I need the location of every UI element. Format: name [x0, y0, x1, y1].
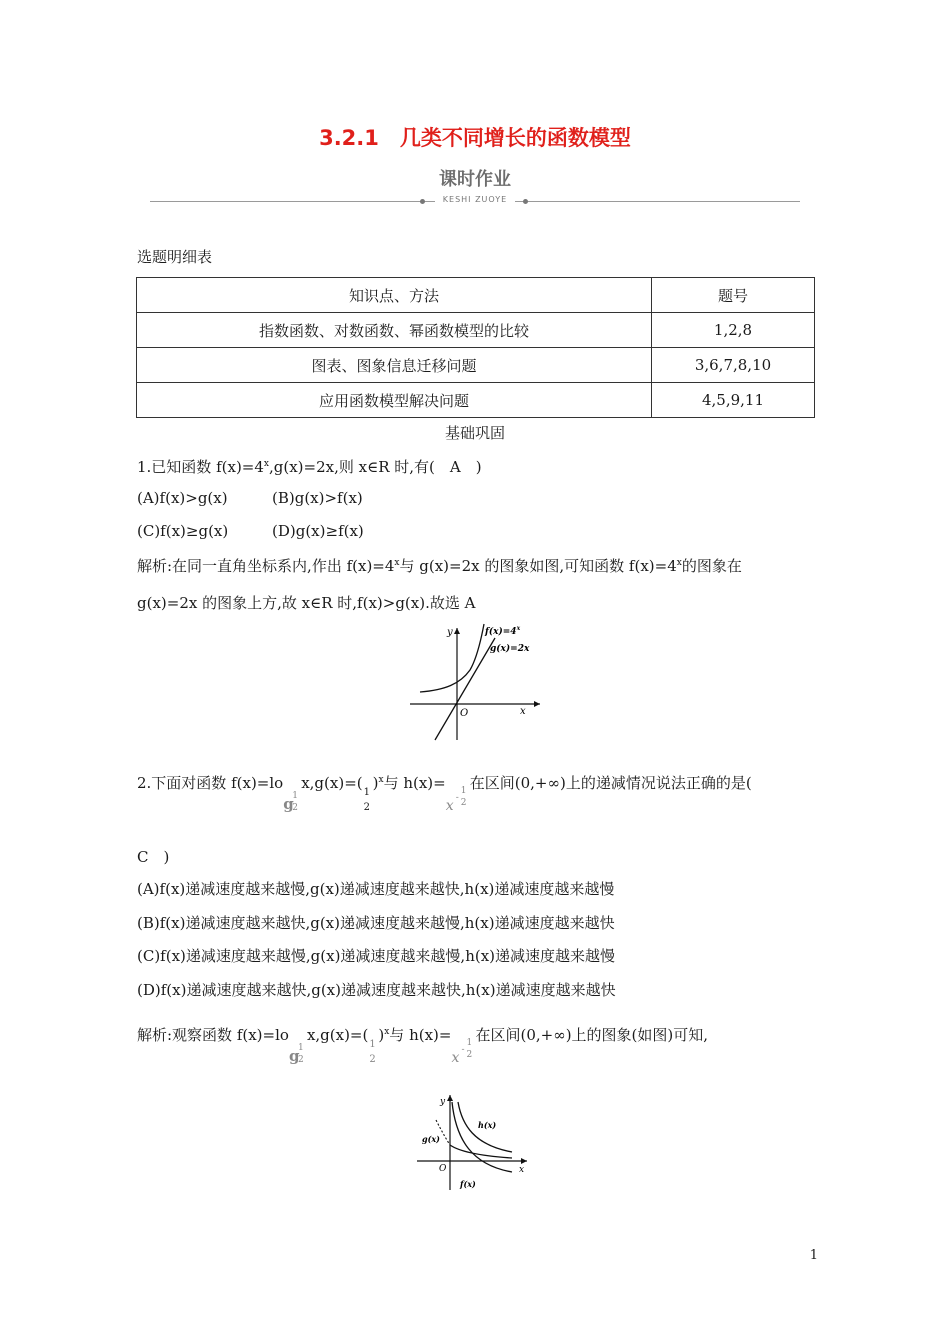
table-cell: 3,6,7,8,10 — [652, 348, 815, 383]
figure-2-graph — [412, 1090, 532, 1195]
q2-option-c: (C)f(x)递减速度越来越慢,g(x)递减速度越来越慢,h(x)递减速度越来越慢 — [137, 947, 616, 965]
fig2-h-label: h(x) — [478, 1120, 497, 1130]
curve-g — [450, 1145, 512, 1158]
y-axis-arrow — [454, 628, 460, 634]
table-row — [137, 313, 815, 348]
q1-option-a: (A)f(x)>g(x) — [137, 489, 228, 507]
detail-table — [136, 277, 815, 418]
page-number: 1 — [809, 1248, 818, 1263]
fig1-origin-label: O — [460, 708, 469, 719]
q2-option-b: (B)f(x)递减速度越来越快,g(x)递减速度越来越慢,h(x)递减速度越来越快 — [137, 914, 615, 932]
q1-analysis-line-2: g(x)=2x 的图象上方,故 x∈R 时,f(x)>g(x).故选 A — [137, 594, 476, 612]
q1-analysis-line-1 — [137, 555, 742, 576]
question-1-stem — [137, 456, 482, 477]
q1-analysis-part: 与 g(x)=2x 的图象如图,可知函数 f(x)=4 — [399, 557, 677, 575]
q1-analysis-part: 的图象在 — [681, 557, 742, 575]
q2-stem-part: x,g(x)=( — [301, 774, 363, 792]
q2-stem-part: 在区间(0,+∞)上的递减情况说法正确的是( — [469, 774, 752, 792]
table-header-cell: 知识点、方法 — [137, 278, 652, 313]
q2-exponent: x — [378, 775, 384, 785]
q2-answer: C ) — [137, 848, 170, 866]
section-heading: 基础巩固 — [444, 424, 505, 442]
fig2-x-label: x — [519, 1165, 525, 1175]
q2-option-a: (A)f(x)递减速度越来越慢,g(x)递减速度越来越快,h(x)递减速度越来越慢 — [137, 880, 615, 898]
q1-analysis-part: 解析:在同一直角坐标系内,作出 f(x)=4 — [137, 557, 395, 575]
q1-exponent: x — [394, 558, 400, 568]
q1-exponent: x — [263, 459, 269, 469]
figure-1-graph — [405, 620, 545, 742]
table-header-row — [137, 278, 815, 313]
x-axis-arrow — [521, 1158, 527, 1164]
x-axis-arrow — [534, 701, 540, 707]
q2-exponent: x — [384, 1027, 390, 1037]
q2-analysis-part: 解析:观察函数 f(x)=lo — [137, 1026, 289, 1044]
section-subtitle: 课时作业 — [439, 169, 511, 190]
q2-analysis-part: ) — [378, 1026, 385, 1044]
fig1-y-label: y — [447, 627, 453, 638]
line-g-linear — [435, 638, 495, 740]
q1-option-c: (C)f(x)≥g(x) — [137, 522, 229, 540]
table-cell: 1,2,8 — [652, 313, 815, 348]
fig1-g-label: g(x)=2x — [490, 644, 530, 654]
q1-option-b: (B)g(x)>f(x) — [272, 489, 363, 507]
question-2-stem: 2.下面对函数 f(x)=lo g 1 2 x,g(x)=( 1 2 )$^x$与 h(x)= x - 1 2 在区间(0,+∞)上的递减情况说法正确的是( — [137, 774, 752, 814]
fig2-y-label: y — [440, 1097, 446, 1107]
q1-stem-part: ,g(x)=2x,则 x∈R 时,有( A ) — [269, 458, 482, 476]
q2-stem-part: ) — [372, 774, 379, 792]
fig1-x-label: x — [520, 706, 526, 717]
subtitle-english: KESHI ZUOYE — [0, 195, 950, 204]
q2-analysis-part: 在区间(0,+∞)上的图象(如图)可知, — [475, 1026, 709, 1044]
q2-stem-part: 2.下面对函数 f(x)=lo — [137, 774, 284, 792]
fig2-g-label: g(x) — [422, 1134, 440, 1144]
table-header-cell: 题号 — [652, 278, 815, 313]
table-row — [137, 348, 815, 383]
q2-option-d: (D)f(x)递减速度越来越快,g(x)递减速度越来越快,h(x)递减速度越来越快 — [137, 981, 616, 999]
table-caption: 选题明细表 — [137, 248, 213, 266]
q2-analysis: 解析:观察函数 f(x)=lo g 1 2 x,g(x)=( 1 2 )$^x$与 h(x)= x - 1 2 在区间(0,+∞)上的图象(如图)可知, — [137, 1026, 709, 1066]
table-row — [137, 383, 815, 418]
table-cell: 指数函数、对数函数、幂函数模型的比较 — [137, 313, 652, 348]
fig2-origin-label: O — [439, 1164, 447, 1174]
page-title: 3.2.1 几类不同增长的函数模型 — [319, 126, 631, 150]
fig1-f-label: $f(x)=4^x$ — [485, 625, 521, 637]
q1-stem-part: 1.已知函数 f(x)=4 — [137, 458, 264, 476]
q1-exponent: x — [676, 558, 682, 568]
table-cell: 4,5,9,11 — [652, 383, 815, 418]
table-cell: 应用函数模型解决问题 — [137, 383, 652, 418]
q1-option-d: (D)g(x)≥f(x) — [272, 522, 364, 540]
y-axis-arrow — [447, 1095, 453, 1101]
q2-stem-part: 与 h(x)= — [383, 774, 446, 792]
q2-analysis-part: x,g(x)=( — [306, 1026, 369, 1044]
q2-analysis-part: 与 h(x)= — [389, 1026, 452, 1044]
table-cell: 图表、图象信息迁移问题 — [137, 348, 652, 383]
fig2-f-label: f(x) — [460, 1179, 476, 1189]
